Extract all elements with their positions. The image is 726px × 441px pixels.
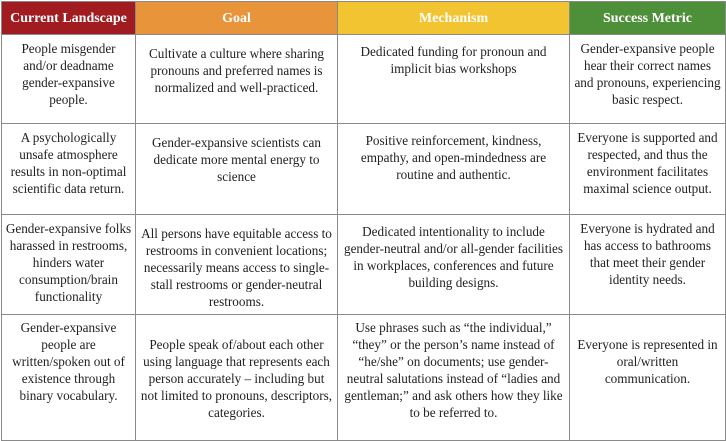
cell-success-metric: Everyone is supported and respected, and thus the environment facilitates maximal science output. [570,124,726,215]
cell-goal: All persons have equitable access to restrooms in convenient locations; necessarily means access to single-stall restrooms or gender-neutral restrooms. [136,215,338,315]
table-row [2,315,726,441]
cell-current-landscape: Gender-expansive people are written/spoken out of existence through binary vocabulary. [2,315,136,441]
table-row [2,124,726,215]
cell-mechanism: Positive reinforcement, kindness, empathy, and open-mindedness are routine and authentic. [338,124,570,215]
cell-success-metric: Gender-expansive people hear their correct names and pronouns, experiencing basic respect. [570,35,726,124]
cell-success-metric: Everyone is represented in oral/written communication. [570,315,726,441]
cell-current-landscape: A psychologically unsafe atmosphere results in non-optimal scientific data return. [2,124,136,215]
cell-goal: Gender-expansive scientists can dedicate more mental energy to science [136,124,338,215]
table-row [2,215,726,315]
header-row [2,2,726,35]
cell-mechanism: Dedicated funding for pronoun and implicit bias workshops [338,35,570,124]
header-success-metric: Success Metric [570,2,726,35]
cell-success-metric: Everyone is hydrated and has access to bathrooms that meet their gender identity needs. [570,215,726,315]
cell-current-landscape: Gender-expansive folks harassed in restrooms, hinders water consumption/brain functionality [2,215,136,315]
table-row [2,35,726,124]
header-current-landscape: Current Landscape [2,2,136,35]
header-mechanism: Mechanism [338,2,570,35]
cell-mechanism: Dedicated intentionality to include gender-neutral and/or all-gender facilities in workplaces, conferences and future building designs. [338,215,570,315]
cell-goal: Cultivate a culture where sharing pronouns and preferred names is normalized and well-practiced. [136,35,338,124]
landscape-goal-table-container [1,1,726,441]
cell-goal: People speak of/about each other using language that represents each person accurately – including but not limited to pronouns, descriptors, categories. [136,315,338,441]
landscape-goal-table [1,1,726,441]
header-goal: Goal [136,2,338,35]
cell-current-landscape: People misgender and/or deadname gender-expansive people. [2,35,136,124]
cell-mechanism: Use phrases such as “the individual,” “they” or the person’s name instead of “he/she” on documents; use gender-neutral salutations instead of “ladies and gentleman;” and ask others how they like to be referred to. [338,315,570,441]
